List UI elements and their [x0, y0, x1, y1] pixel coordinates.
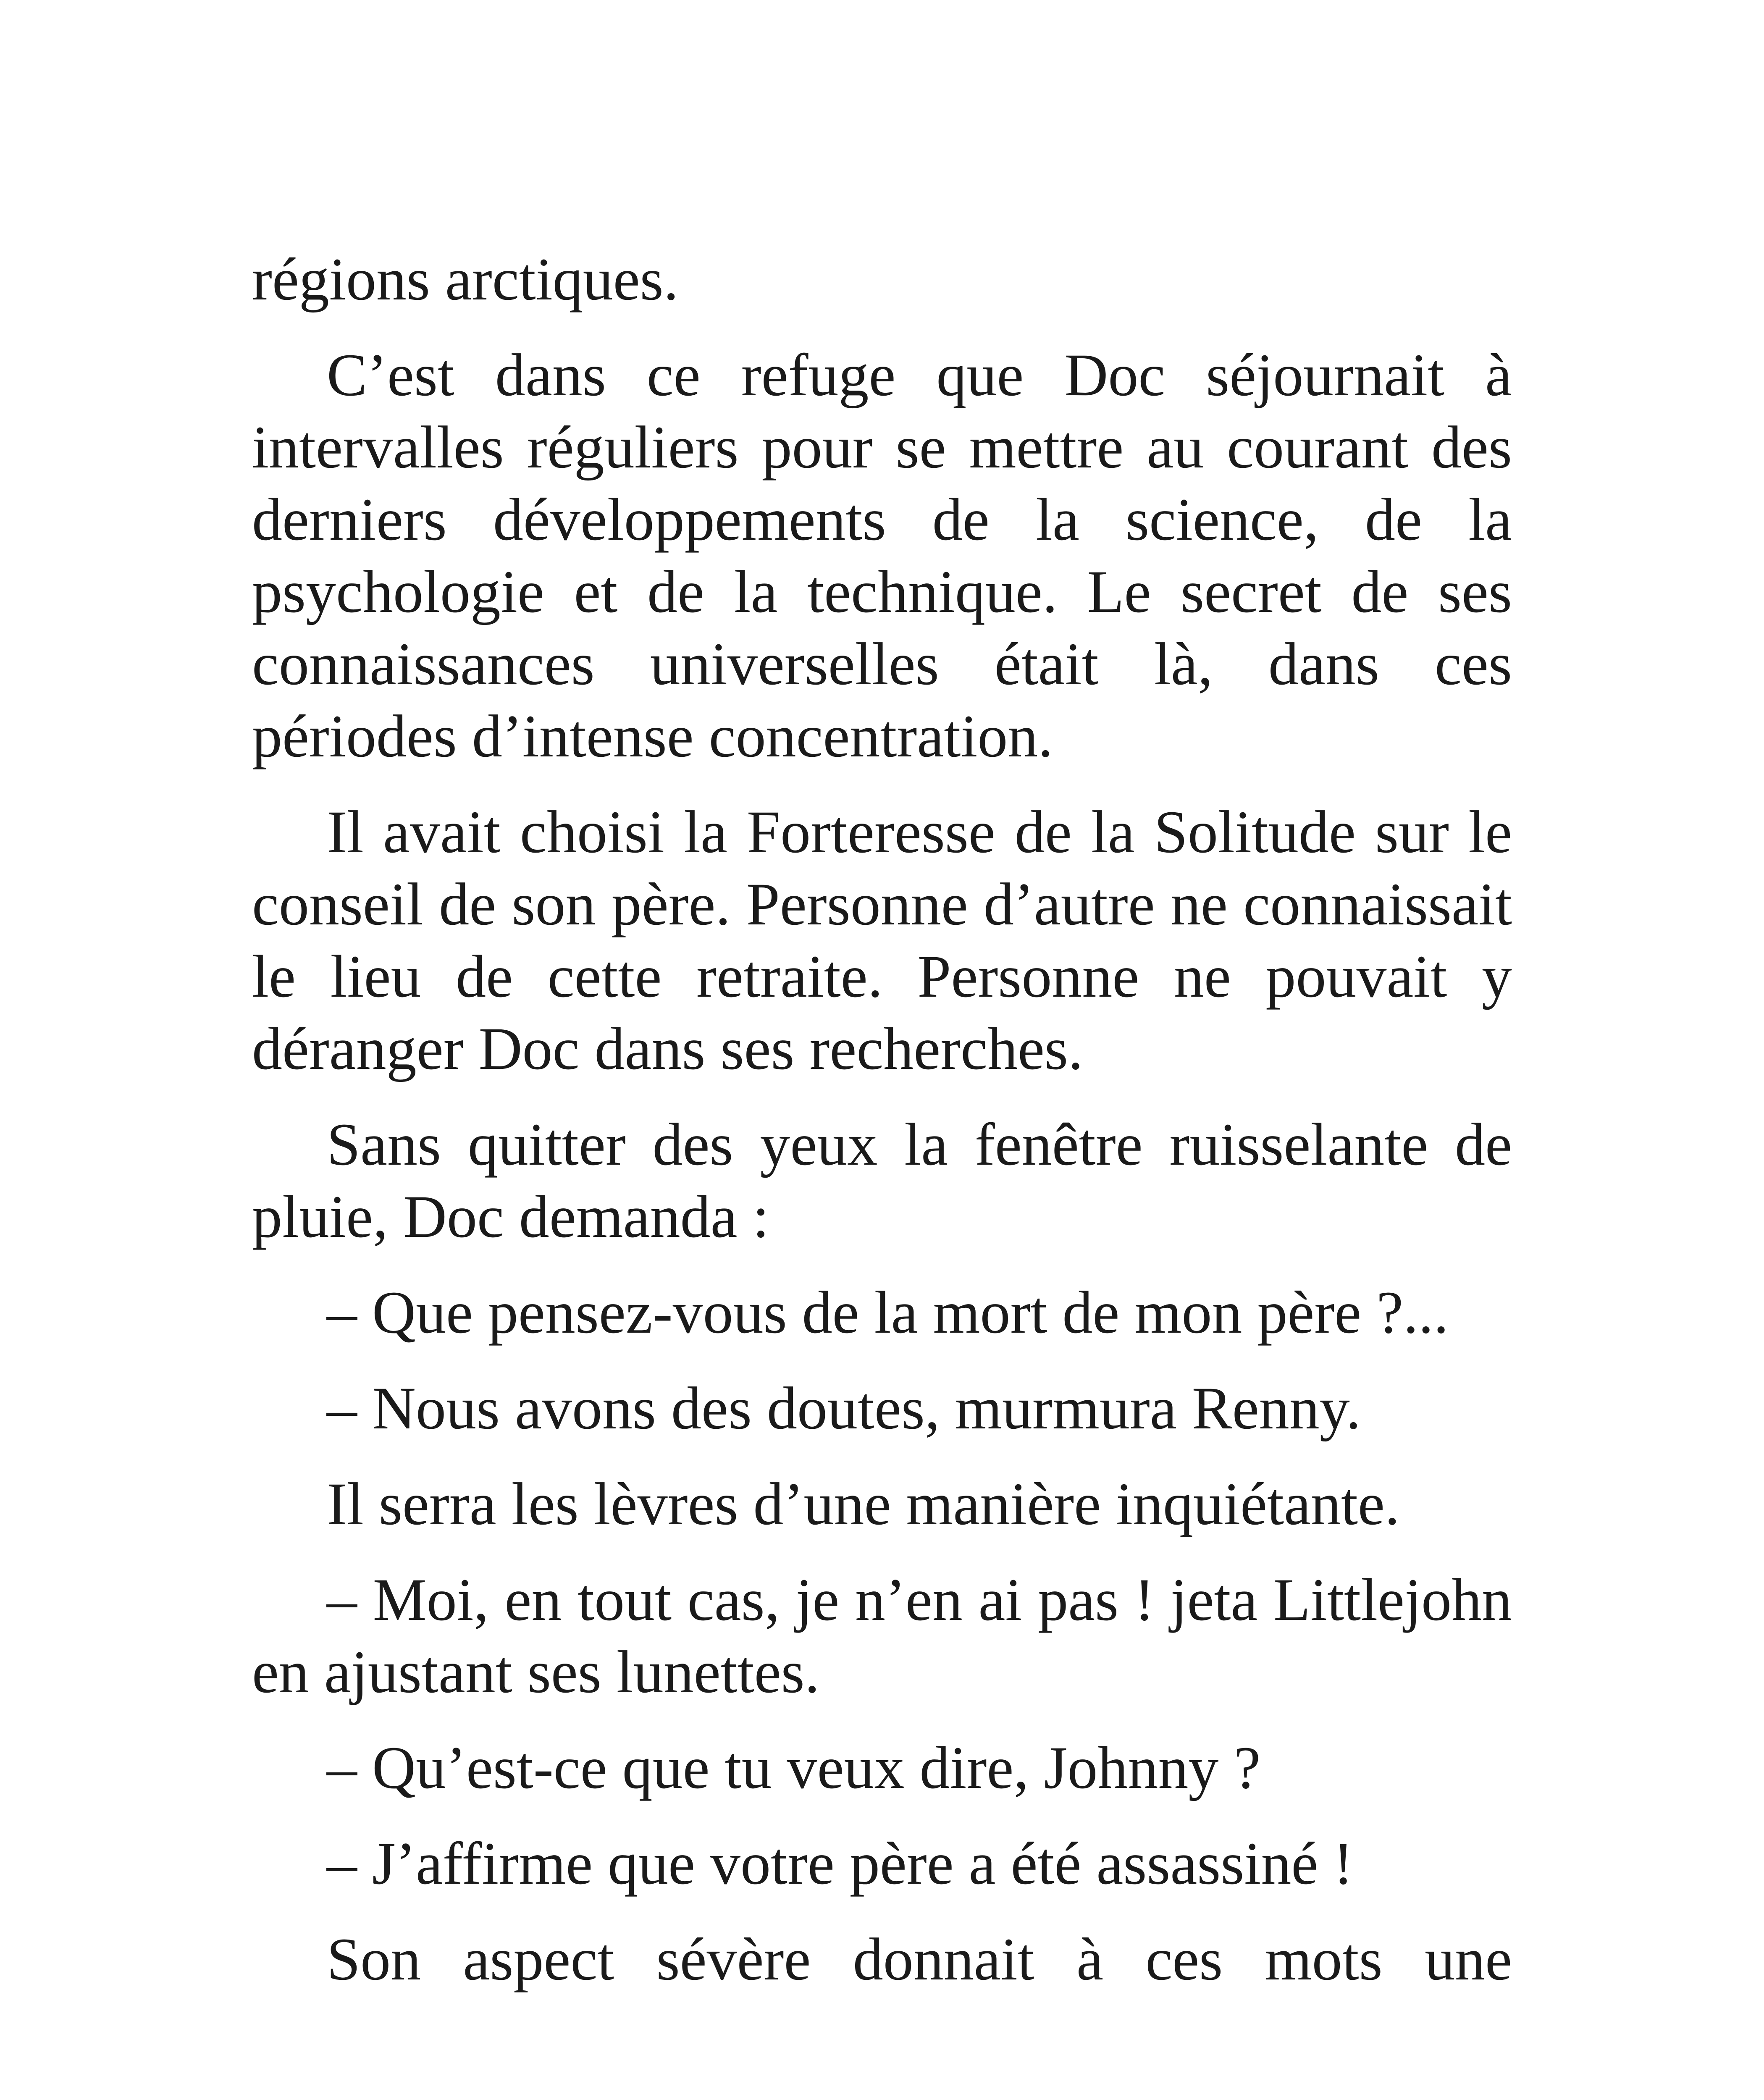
paragraph-4: Sans quitter des yeux la fenêtre ruisselante de pluie, Doc demanda :	[252, 1111, 1512, 1250]
paragraph-5: – Que pensez-vous de la mort de mon père ?...	[327, 1279, 1449, 1346]
paragraph-3: Il avait choisi la Forteresse de la Solitude sur le conseil de son père. Personne d’autre ne connaissait le lieu de cette retraite. Personne ne pouvait y déranger Doc dans ses recherches.	[252, 799, 1512, 1082]
paragraph-8: – Moi, en tout cas, je n’en ai pas ! jeta Littlejohn en ajustant ses lunettes.	[252, 1567, 1512, 1706]
paragraph-9: – Qu’est-ce que tu veux dire, Johnny ?	[327, 1735, 1261, 1801]
paragraph-7: Il serra les lèvres d’une manière inquiétante.	[327, 1471, 1400, 1538]
paragraph-6: – Nous avons des doutes, murmura Renny.	[327, 1375, 1361, 1442]
paragraph-11: Son aspect sévère donnait à ces mots une	[327, 1926, 1512, 1993]
paragraph-1: régions arctiques.	[252, 246, 679, 313]
paragraph-10: – J’affirme que votre père a été assassiné !	[327, 1830, 1354, 1897]
paragraph-2: C’est dans ce refuge que Doc séjournait à intervalles réguliers pour se mettre au courant des derniers développements de la science, de la psychologie et de la technique. Le secret de ses connaissances universelles était là, dans ces périodes d’intense concentration.	[252, 342, 1512, 770]
page-body	[252, 244, 1512, 2019]
